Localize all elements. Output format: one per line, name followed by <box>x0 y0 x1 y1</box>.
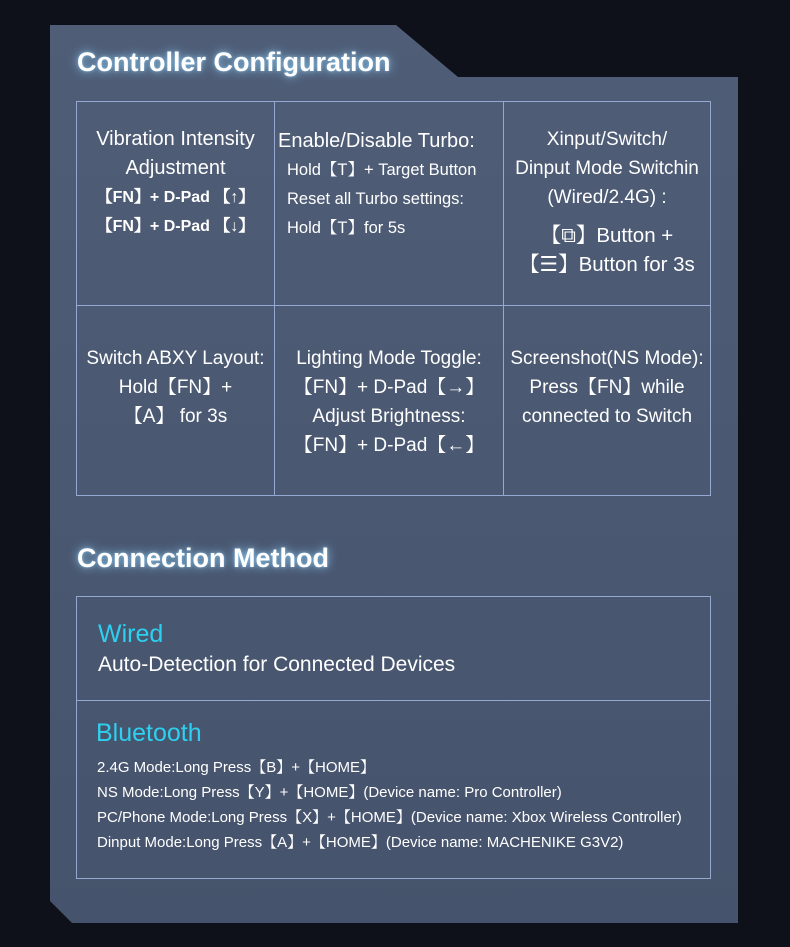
vibration-title-line-1: Vibration Intensity <box>96 128 255 150</box>
bluetooth-mode-dinput: Dinput Mode:Long Press【A】+【HOME】(Device name: MACHENIKE G3V2) <box>97 834 624 851</box>
vibration-title-line-2: Adjustment <box>125 157 226 179</box>
cell-abxy-layout <box>77 306 275 495</box>
cell-screenshot <box>504 306 710 495</box>
turbo-line-2: Reset all Turbo settings: <box>287 190 465 208</box>
wired-description: Auto-Detection for Connected Devices <box>98 653 456 676</box>
abxy-line-2: Hold【FN】+ <box>118 377 233 398</box>
turbo-line-1: Hold【T】+ Target Button <box>287 161 477 179</box>
vibration-decrease-combo: 【FN】+ D-Pad 【↓】 <box>96 218 255 235</box>
lighting-line-1: Lighting Mode Toggle: <box>296 348 482 369</box>
mode-combo-line-1: 【⧉】Button + <box>540 224 674 247</box>
section-title-connection-method: Connection Method <box>77 543 329 573</box>
turbo-title: Enable/Disable Turbo: <box>278 130 475 152</box>
vibration-increase-combo: 【FN】+ D-Pad 【↑】 <box>96 189 255 206</box>
cell-mode-switching <box>504 102 710 306</box>
abxy-line-3: 【A】 for 3s <box>123 406 228 427</box>
screenshot-line-1: Screenshot(NS Mode): <box>510 348 704 369</box>
bluetooth-mode-list <box>97 755 682 855</box>
screenshot-line-2: Press【FN】while <box>529 377 685 398</box>
section-title-controller-configuration: Controller Configuration <box>77 47 391 77</box>
mode-title-line-1: Xinput/Switch/ <box>546 129 668 150</box>
cell-lighting-mode <box>275 306 504 495</box>
mode-combo-line-2: 【☰】Button for 3s <box>519 253 695 276</box>
bluetooth-mode-24g: 2.4G Mode:Long Press【B】+【HOME】 <box>97 759 376 776</box>
screenshot-line-3: connected to Switch <box>521 406 693 427</box>
configuration-table <box>76 101 711 496</box>
connection-method-box <box>76 596 711 879</box>
wired-heading: Wired <box>98 620 164 648</box>
mode-title-line-3: (Wired/2.4G) : <box>547 187 667 208</box>
lighting-line-4: 【FN】+ D-Pad【←】 <box>293 435 485 456</box>
lighting-line-3: Adjust Brightness: <box>312 406 466 427</box>
mode-title-line-2: Dinput Mode Switchin <box>515 158 699 179</box>
lighting-line-2: 【FN】+ D-Pad【→】 <box>293 377 485 398</box>
bluetooth-mode-ns: NS Mode:Long Press【Y】+【HOME】(Device name: Pro Controller) <box>97 784 562 801</box>
connection-divider <box>77 700 710 701</box>
cell-vibration-intensity <box>77 102 275 306</box>
turbo-line-3: Hold【T】for 5s <box>287 219 406 237</box>
bluetooth-heading: Bluetooth <box>96 719 202 747</box>
mode-spacer <box>504 212 710 221</box>
cell-turbo <box>275 102 504 306</box>
abxy-line-1: Switch ABXY Layout: <box>86 348 265 369</box>
bluetooth-mode-pc-phone: PC/Phone Mode:Long Press【X】+【HOME】(Device name: Xbox Wireless Controller) <box>97 809 682 826</box>
